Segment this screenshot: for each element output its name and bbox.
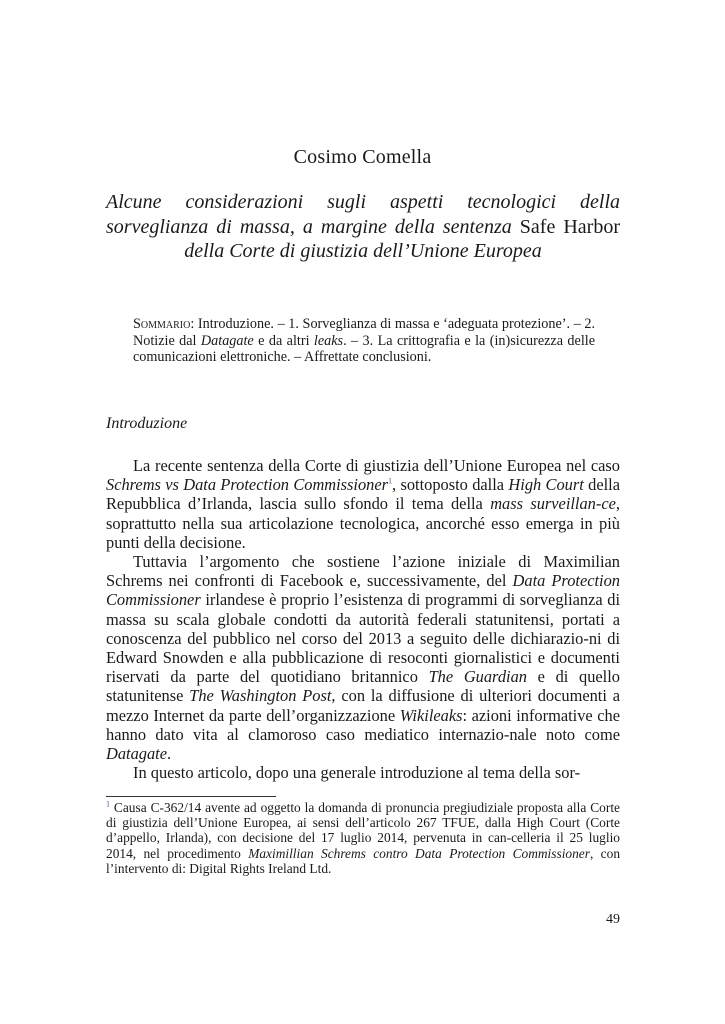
paragraph-3 <box>106 763 620 782</box>
p2-text-5: : azioni informative che hanno dato vita al clamoroso caso mediatico internazio-nale noto come <box>106 705 620 744</box>
p2-text-4: , con la diffusione di ulteriori documenti a mezzo Internet da parte dell’organizzazione <box>106 686 620 725</box>
footnote-italic-case: Maximillian Schrems contro Data Protection Commissioner <box>248 845 590 861</box>
p1-italic-mass-surveillance: mass surveillan-ce <box>490 494 616 514</box>
footnote-text-1: Causa C-362/14 avente ad oggetto la domanda di pronuncia pregiudiziale proposta alla Corte di giustizia dell’Unione Europea, ai sensi dell’articolo 267 TFUE, dalla High Court (Corte d’appello, Irlanda), con decisione del 17 luglio 2014, pervenuta in can-celleria il 25 luglio 2014, nel procedimento <box>106 800 620 861</box>
p2-italic-guardian: The Guardian <box>428 667 527 687</box>
summary-italic-leaks: leaks <box>313 332 344 349</box>
p1-italic-high-court: High Court <box>508 475 584 495</box>
footnote-text-2: , con l’intervento di: Digital Rights Ireland Ltd. <box>106 845 621 876</box>
p2-text-2: irlandese è proprio l’esistenza di programmi di sorveglianza di massa su scala globale condotti da autorità federali statunitensi, portati a conoscenza del pubblico nel corso del 2013 a seguito delle dichiarazio-ni di Edward Snowden e alla pubblicazione di resoconti giornalistici e documenti riservati da parte del quotidiano britannico <box>106 590 620 687</box>
p2-italic-washington-post: The Washington Post <box>189 686 332 706</box>
article-title <box>106 190 620 264</box>
summary-label: Sommario <box>133 316 191 332</box>
p2-italic-datagate: Datagate <box>106 744 168 764</box>
page-number: 49 <box>606 912 620 927</box>
paragraph-1 <box>106 456 620 552</box>
paragraph-2 <box>106 552 620 763</box>
p2-italic-dpc: Data Protection Commissioner <box>106 571 620 610</box>
summary-abstract <box>133 316 595 366</box>
author-name: Cosimo Comella <box>293 146 432 168</box>
p2-text-3: e di quello statunitense <box>106 667 620 706</box>
title-part-2: della Corte di giustizia dell’Unione Europea <box>184 240 542 262</box>
p1-text-4: , soprattutto nella sua articolazione tecnologica, ancorché esso emerga in più punti della decisione. <box>106 494 620 552</box>
p1-text-3: della Repubblica d’Irlanda, lascia sullo sfondo il tema della <box>106 475 621 514</box>
footnote-number: 1 <box>106 799 110 809</box>
summary-text-3: . – 3. La crittografia e la (in)sicurezza delle comunicazioni elettroniche. – Affrettate conclusioni. <box>133 332 595 365</box>
p3-text-1: In questo articolo, dopo una generale introduzione al tema della sor- <box>133 763 581 783</box>
summary-text-1: : Introduzione. – 1. Sorveglianza di massa e ‘adeguata protezione’. – 2. Notizie dal <box>133 316 595 349</box>
footnote-divider <box>106 796 276 797</box>
p1-text-1: La recente sentenza della Corte di giustizia dell’Unione Europea nel caso <box>133 456 620 475</box>
p1-italic-case-name: Schrems vs Data Protection Commissioner <box>106 475 389 495</box>
section-heading: Introduzione <box>106 415 188 432</box>
p1-text-2: , sottoposto dalla <box>392 475 509 495</box>
title-part-1: Alcune considerazioni sugli aspetti tecnologici della sorveglianza di massa, a margine della sentenza <box>106 191 620 238</box>
p2-text-1: Tuttavia l’argomento che sostiene l’azione iniziale di Maximilian Schrems nei confronti di Facebook e, successivamente, del <box>106 552 620 591</box>
footnote-1 <box>106 800 620 876</box>
title-upright-term: Safe Harbor <box>519 215 620 238</box>
summary-italic-datagate: Datagate <box>200 332 254 349</box>
p2-text-6: . <box>167 744 172 764</box>
footnote-reference-1[interactable]: 1 <box>388 476 393 486</box>
body-text <box>106 456 620 782</box>
summary-text-2: e da altri <box>253 332 314 349</box>
p2-italic-wikileaks: Wikileaks <box>399 705 463 725</box>
